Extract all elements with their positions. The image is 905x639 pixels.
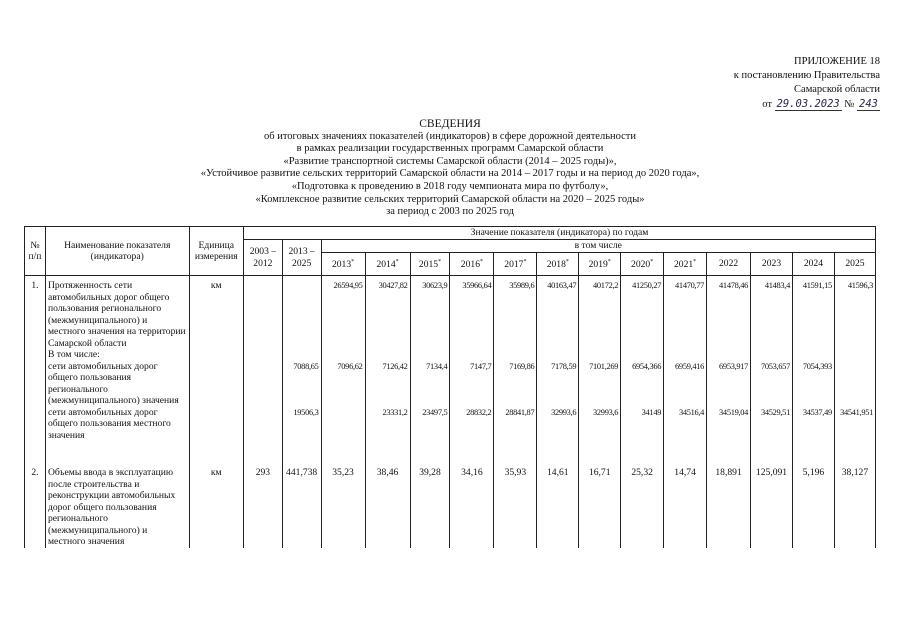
header-name: Наименование показателя (индикатора) xyxy=(45,227,189,276)
footnote-mark: * xyxy=(565,259,569,266)
table-row xyxy=(25,467,876,548)
document-title: СВЕДЕНИЯ xyxy=(419,118,481,130)
value-cell: 41591,15 xyxy=(792,276,834,350)
value-cell: 41483,4 xyxy=(751,276,793,350)
header-year: 2022 xyxy=(707,253,751,276)
indicator-name: Объемы ввода в эксплуатацию после строительства и реконструкции автомобильных дорог общего пользования регионального (межмуниципального) и местного значения xyxy=(45,467,189,548)
unit: км xyxy=(189,467,243,548)
value-cell: 7054,393 xyxy=(792,361,834,407)
value-cell: 30623,9 xyxy=(410,276,450,350)
value-cell: 25,32 xyxy=(621,467,664,548)
footnote-mark: * xyxy=(351,259,355,266)
value-cell: 293 xyxy=(244,467,283,548)
date-prefix: от xyxy=(762,99,772,110)
indicator-name: Протяженность сети автомобильных дорог общего пользования регионального (межмуниципального) и местного значения на территории Самарской области xyxy=(45,276,189,350)
footnote-mark: * xyxy=(693,259,697,266)
value-cell: 18,891 xyxy=(707,467,751,548)
value-cell: 28832,2 xyxy=(450,407,494,442)
value-cell: 7126,42 xyxy=(365,361,410,407)
appendix-line-2: к постановлению Правительства xyxy=(733,70,880,81)
value-cell: 34,16 xyxy=(450,467,494,548)
header-year: 2013* xyxy=(321,253,365,276)
table-row xyxy=(25,361,876,407)
value-cell: 7053,657 xyxy=(751,361,793,407)
header-year: 2019* xyxy=(579,253,621,276)
header-year: 2015* xyxy=(410,253,450,276)
value-cell: 26594,95 xyxy=(321,276,365,350)
value-cell: 32993,6 xyxy=(537,407,579,442)
value-cell: 39,28 xyxy=(410,467,450,548)
appendix-line-3: Самарской области xyxy=(794,84,880,95)
header-year: 2018* xyxy=(537,253,579,276)
value-cell: 41470,77 xyxy=(664,276,707,350)
value-cell: 34519,04 xyxy=(707,407,751,442)
header-year: 2016* xyxy=(450,253,494,276)
header-num: № п/п xyxy=(25,227,46,276)
value-cell: 34537,49 xyxy=(792,407,834,442)
header-year: 2020* xyxy=(621,253,664,276)
indicator-name: сети автомобильных дорог общего пользования местного значения xyxy=(45,407,189,442)
row-number: 1. xyxy=(25,276,46,350)
header-period-2: 2013 – 2025 xyxy=(282,240,321,276)
indicator-name: сети автомобильных дорог общего пользования регионального (межмуниципального) значения xyxy=(45,361,189,407)
table-row xyxy=(25,276,876,350)
value-cell: 41478,46 xyxy=(707,276,751,350)
header-values: Значение показателя (индикатора) по годам xyxy=(244,227,876,240)
indicators-table xyxy=(24,226,876,548)
handwritten-date: 29.03.2023 xyxy=(776,98,840,110)
value-cell: 34149 xyxy=(621,407,664,442)
value-cell: 32993,6 xyxy=(579,407,621,442)
value-cell: 35989,6 xyxy=(494,276,537,350)
value-cell: 7134,4 xyxy=(410,361,450,407)
value-cell: 7088,65 xyxy=(282,361,321,407)
value-cell: 6953,917 xyxy=(707,361,751,407)
header-line: «Развитие транспортной системы Самарской области (2014 – 2025 годы)», xyxy=(283,155,617,167)
header-year: 2024 xyxy=(792,253,834,276)
value-cell: 14,61 xyxy=(537,467,579,548)
value-cell: 40172,2 xyxy=(579,276,621,350)
header-line: «Подготовка к проведению в 2018 году чемпионата мира по футболу», xyxy=(291,180,609,192)
header-unit: Единица измерения xyxy=(189,227,243,276)
header-line: в рамках реализации государственных программ Самарской области xyxy=(296,143,604,155)
value-cell: 35,23 xyxy=(321,467,365,548)
header-line: за период с 2003 по 2025 год xyxy=(386,206,514,218)
header-line: «Комплексное развитие сельских территорий Самарской области на 2020 – 2025 годы» xyxy=(255,193,645,205)
value-cell: 441,738 xyxy=(282,467,321,548)
header-year: 2025 xyxy=(834,253,875,276)
document-header xyxy=(140,118,760,219)
value-cell: 40163,47 xyxy=(537,276,579,350)
value-cell: 19506,3 xyxy=(282,407,321,442)
number-sign: № xyxy=(844,99,855,110)
value-cell: 7096,62 xyxy=(321,361,365,407)
table-row xyxy=(25,441,876,467)
value-cell: 7101,269 xyxy=(579,361,621,407)
value-cell: 23331,2 xyxy=(365,407,410,442)
value-cell: 38,127 xyxy=(834,467,875,548)
table-row xyxy=(25,349,876,361)
value-cell: 41250,27 xyxy=(621,276,664,350)
unit: км xyxy=(189,276,243,350)
value-cell: 30427,82 xyxy=(365,276,410,350)
footnote-mark: * xyxy=(395,259,399,266)
row-number: 2. xyxy=(25,467,46,548)
appendix-date-line xyxy=(720,97,880,112)
header-year: 2014* xyxy=(365,253,410,276)
footnote-mark: * xyxy=(523,259,527,266)
value-cell: 6954,366 xyxy=(621,361,664,407)
value-cell: 7169,86 xyxy=(494,361,537,407)
header-period-1: 2003 – 2012 xyxy=(244,240,283,276)
value-cell: 38,46 xyxy=(365,467,410,548)
header-including: в том числе xyxy=(321,240,875,253)
value-cell: 14,74 xyxy=(664,467,707,548)
header-line: об итоговых значениях показателей (индикаторов) в сфере дорожной деятельности xyxy=(264,130,636,142)
value-cell: 6959,416 xyxy=(664,361,707,407)
footnote-mark: * xyxy=(607,259,611,266)
value-cell: 7178,59 xyxy=(537,361,579,407)
including-label: В том числе: xyxy=(45,349,189,361)
value-cell: 34529,51 xyxy=(751,407,793,442)
appendix-title: ПРИЛОЖЕНИЕ 18 xyxy=(794,56,880,67)
table-row xyxy=(25,407,876,442)
value-cell: 34541,951 xyxy=(834,407,875,442)
value-cell: 23497,5 xyxy=(410,407,450,442)
value-cell: 125,091 xyxy=(751,467,793,548)
footnote-mark: * xyxy=(438,259,442,266)
value-cell: 5,196 xyxy=(792,467,834,548)
value-cell: 34516,4 xyxy=(664,407,707,442)
value-cell: 28841,87 xyxy=(494,407,537,442)
value-cell: 41596,3 xyxy=(834,276,875,350)
value-cell: 35,93 xyxy=(494,467,537,548)
header-year: 2017* xyxy=(494,253,537,276)
value-cell: 35966,64 xyxy=(450,276,494,350)
value-cell: 16,71 xyxy=(579,467,621,548)
header-year: 2021* xyxy=(664,253,707,276)
value-cell: 7147,7 xyxy=(450,361,494,407)
appendix-block xyxy=(720,55,880,112)
handwritten-number: 243 xyxy=(859,98,878,110)
footnote-mark: * xyxy=(479,259,483,266)
header-year: 2023 xyxy=(751,253,793,276)
header-line: «Устойчивое развитие сельских территорий Самарской области на 2014 – 2017 годы и на период до 2020 года», xyxy=(200,168,700,180)
footnote-mark: * xyxy=(650,259,654,266)
